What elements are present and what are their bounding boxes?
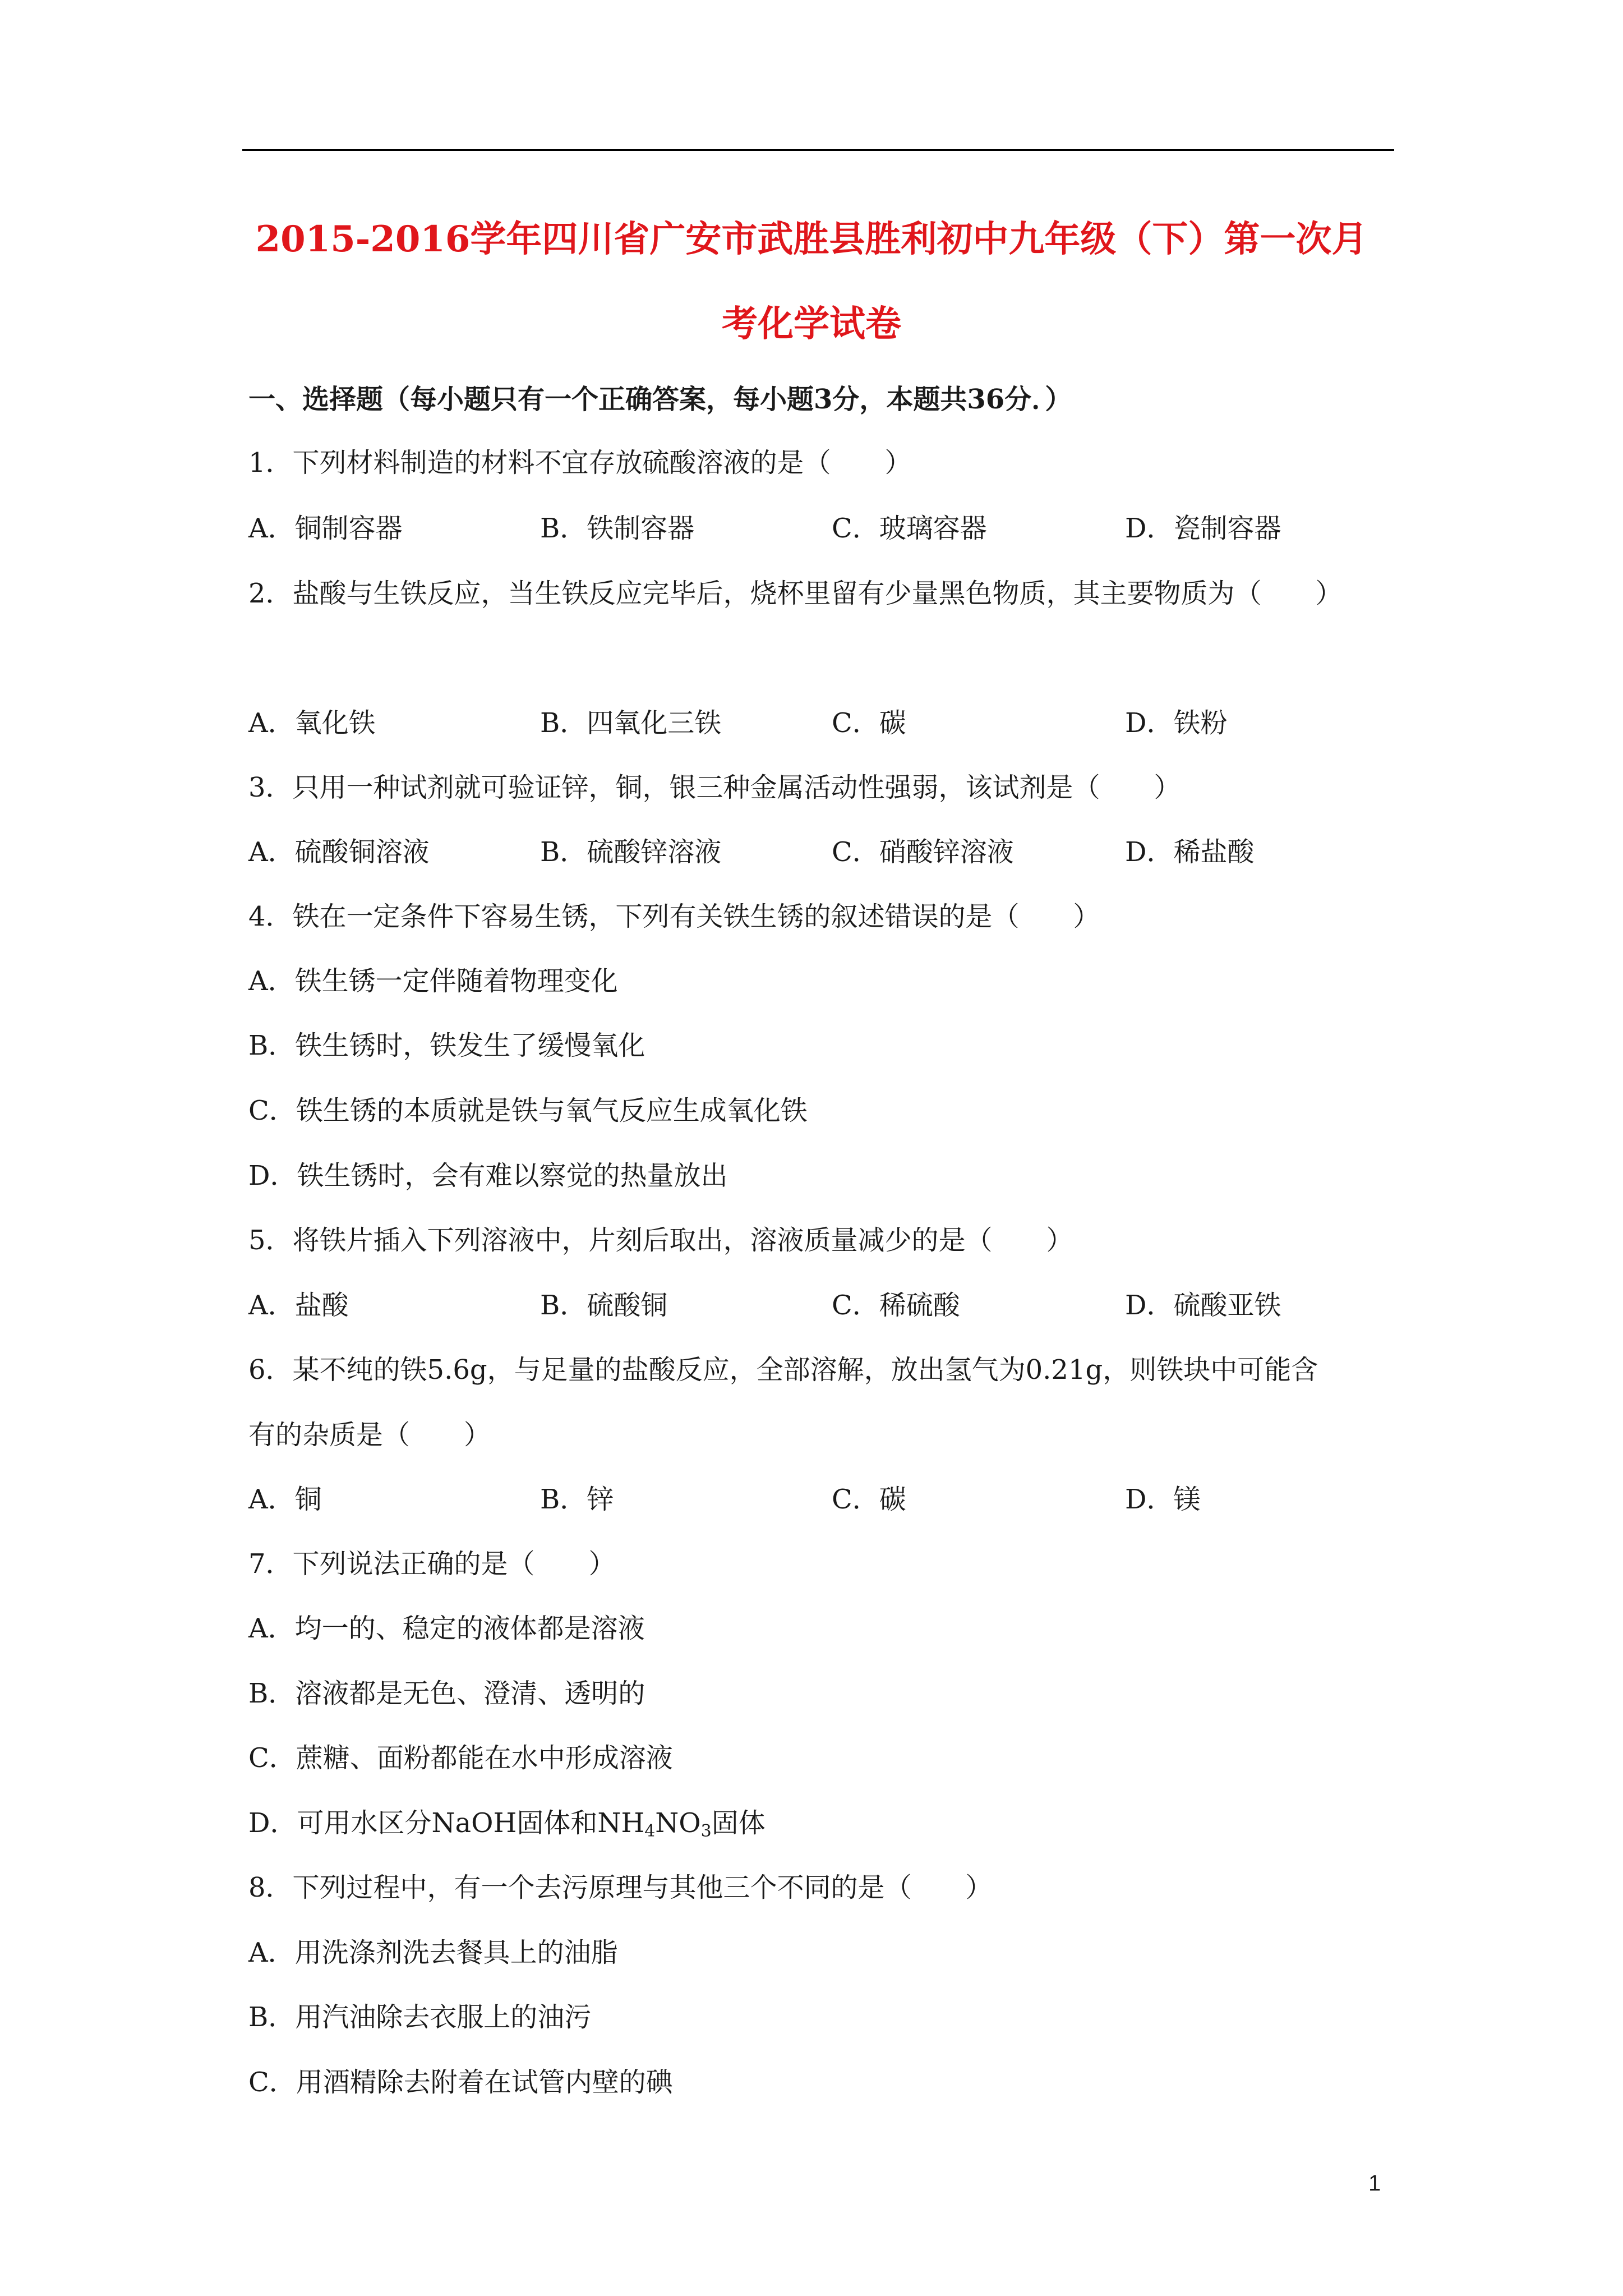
- question-4-option-a: A．铁生锈一定伴随着物理变化: [248, 965, 618, 997]
- question-5-option-d: D．硫酸亚铁: [1125, 1290, 1281, 1321]
- question-7-option-d-subscript-2: 3: [700, 1821, 712, 1841]
- question-3-options: [248, 836, 1393, 872]
- question-1-option-b: B．铁制容器: [540, 513, 695, 544]
- question-5-option-b: B．硫酸铜: [540, 1290, 668, 1321]
- question-3-option-d: D．稀盐酸: [1125, 836, 1255, 868]
- page-title-line-1: 2015-2016学年四川省广安市武胜县胜利初中九年级（下）第一次月: [255, 218, 1368, 260]
- question-6-option-b: B．锌: [540, 1484, 614, 1515]
- question-2-options: [248, 707, 1393, 743]
- question-1-option-c: C．玻璃容器: [832, 513, 987, 544]
- section-heading: 一、选择题（每小题只有一个正确答案，每小题3分，本题共36分．）: [248, 384, 1072, 415]
- question-6-option-c: C．碳: [832, 1484, 906, 1515]
- question-1-stem: 1．下列材料制造的材料不宜存放硫酸溶液的是（ ）: [248, 447, 912, 478]
- question-5-stem: 5．将铁片插入下列溶液中，片刻后取出，溶液质量减少的是（ ）: [248, 1225, 1073, 1256]
- question-6-option-d: D．镁: [1125, 1484, 1201, 1515]
- question-4-option-d: D．铁生锈时，会有难以察觉的热量放出: [248, 1160, 728, 1191]
- question-7-option-d-text-3: 固体: [711, 1807, 766, 1839]
- question-6-stem-line-2: 有的杂质是（ ）: [248, 1419, 491, 1451]
- question-5-options: [248, 1292, 1393, 1326]
- question-3-option-c: C．硝酸锌溶液: [832, 836, 1014, 868]
- page-title-line-2: 考化学试卷: [722, 303, 901, 345]
- question-1-option-a: A．铜制容器: [248, 513, 403, 544]
- question-3-stem: 3．只用一种试剂就可验证锌，铜，银三种金属活动性强弱，该试剂是（ ）: [248, 772, 1181, 803]
- question-6-options: [248, 1486, 1393, 1520]
- header-rule: [242, 149, 1394, 151]
- question-7-option-a: A．均一的、稳定的液体都是溶液: [248, 1613, 645, 1644]
- page-number: 1: [1368, 2171, 1381, 2196]
- question-7-option-d-text-2: NO: [655, 1807, 701, 1839]
- question-7-option-d-subscript-1: 4: [644, 1821, 656, 1841]
- question-2-option-c: C．碳: [832, 707, 906, 739]
- question-7-option-d-text-1: D．可用水区分NaOH固体和NH: [248, 1807, 645, 1839]
- question-4-stem: 4．铁在一定条件下容易生锈，下列有关铁生锈的叙述错误的是（ ）: [248, 901, 1100, 932]
- question-7-option-b: B．溶液都是无色、澄清、透明的: [248, 1678, 645, 1709]
- question-6-stem-line-1: 6．某不纯的铁5.6g，与足量的盐酸反应，全部溶解，放出氢气为0.21g，则铁块中可能含: [248, 1354, 1318, 1386]
- question-2-option-a: A．氧化铁: [248, 707, 376, 739]
- question-7-option-c: C．蔗糖、面粉都能在水中形成溶液: [248, 1742, 673, 1774]
- question-1-option-d: D．瓷制容器: [1125, 513, 1281, 544]
- question-8-option-c: C．用酒精除去附着在试管内壁的碘: [248, 2067, 673, 2098]
- question-8-stem: 8．下列过程中，有一个去污原理与其他三个不同的是（ ）: [248, 1872, 993, 1903]
- question-3-option-a: A．硫酸铜溶液: [248, 836, 430, 868]
- question-1-options: [248, 515, 1393, 549]
- question-4-option-b: B．铁生锈时，铁发生了缓慢氧化: [248, 1030, 645, 1061]
- question-3-option-b: B．硫酸锌溶液: [540, 836, 722, 868]
- question-8-option-a: A．用洗涤剂洗去餐具上的油脂: [248, 1937, 618, 1968]
- question-2-option-b: B．四氧化三铁: [540, 707, 722, 739]
- question-5-option-c: C．稀硫酸: [832, 1290, 960, 1321]
- question-5-option-a: A．盐酸: [248, 1290, 349, 1321]
- question-2-stem: 2．盐酸与生铁反应，当生铁反应完毕后，烧杯里留有少量黑色物质，其主要物质为（ ）: [248, 578, 1343, 609]
- question-4-option-c: C．铁生锈的本质就是铁与氧气反应生成氧化铁: [248, 1095, 808, 1126]
- question-8-option-b: B．用汽油除去衣服上的油污: [248, 2001, 592, 2033]
- question-6-option-a: A．铜: [248, 1484, 322, 1515]
- question-2-option-d: D．铁粉: [1125, 707, 1228, 739]
- question-7-option-d: [248, 1807, 766, 1841]
- question-7-stem: 7．下列说法正确的是（ ）: [248, 1548, 616, 1580]
